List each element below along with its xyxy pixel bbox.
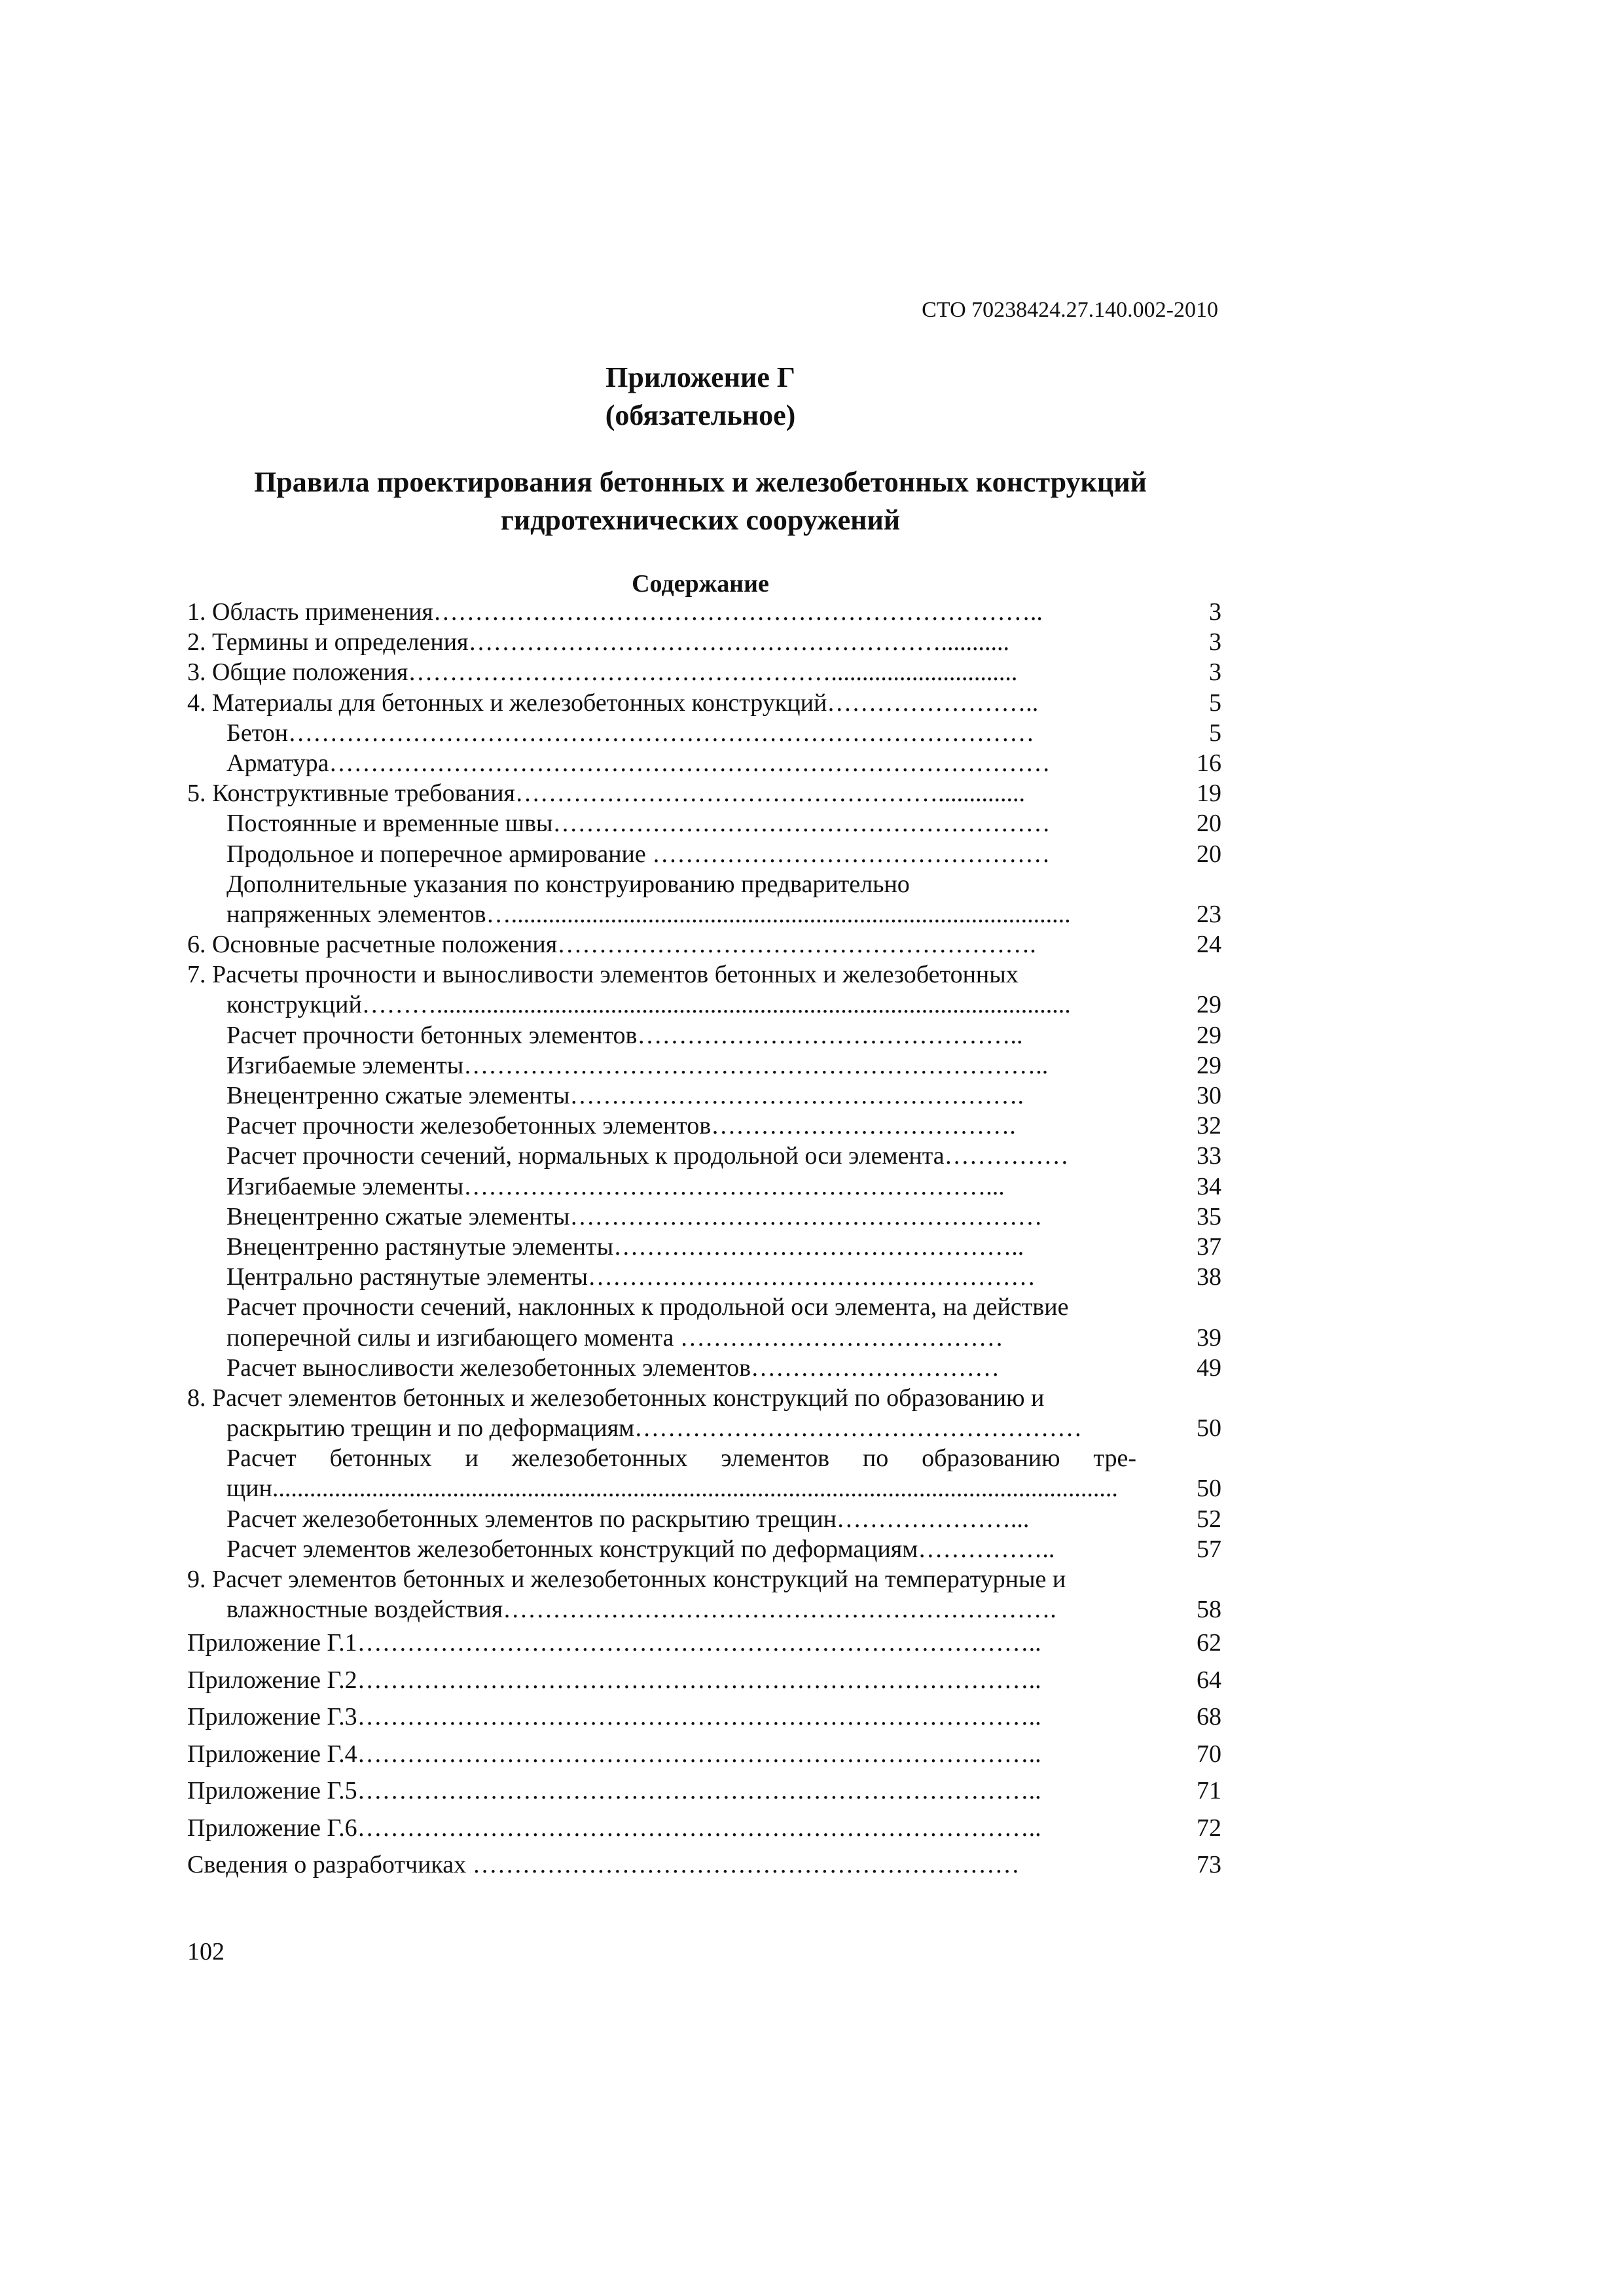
toc-entry-title: 5. Конструктивные требования……………………………………………..............: [187, 780, 1026, 808]
appendix-status: (обязательное): [605, 399, 796, 431]
toc-entry-page: 3: [1209, 658, 1221, 687]
toc-entry[interactable]: [187, 718, 1221, 748]
toc-entry-page: 58: [1197, 1596, 1221, 1624]
toc-entry[interactable]: [187, 778, 1221, 808]
toc-entry[interactable]: [187, 1413, 1221, 1443]
toc-entry-page: 29: [1197, 1051, 1221, 1079]
toc-entry[interactable]: [187, 1020, 1221, 1050]
toc-entry[interactable]: [187, 1232, 1221, 1262]
toc-entry-title: Изгибаемые элементы……………………………………………………………..: [226, 1051, 1049, 1079]
toc-entry-title: 8. Расчет элементов бетонных и железобетонных конструкций по образованию и: [187, 1384, 1045, 1412]
toc-entry-title: Бетон………………………………………………………………………………: [226, 719, 1035, 747]
toc-entry-title: Сведения о разработчиках …………………………………………………………: [187, 1851, 1020, 1879]
toc-entry[interactable]: [187, 1736, 1221, 1773]
toc-entry-page: 71: [1197, 1777, 1221, 1805]
toc-entry-title: Постоянные и временные швы……………………………………………………: [226, 810, 1051, 838]
toc-entry[interactable]: [187, 688, 1221, 718]
toc-entry-title: 9. Расчет элементов бетонных и железобетонных конструкций на температурные и: [187, 1566, 1066, 1593]
toc-entry-title: Расчет элементов железобетонных конструкций по деформациям……………..: [226, 1535, 1055, 1563]
toc-entry-title: Расчет прочности сечений, наклонных к продольной оси элемента, на действие: [226, 1293, 1069, 1321]
toc-entry[interactable]: [187, 1810, 1221, 1847]
toc-entry[interactable]: [187, 1594, 1221, 1624]
contents-title: Содержание: [632, 570, 769, 598]
toc-entry[interactable]: [187, 1323, 1221, 1353]
appendix-heading: [0, 359, 1401, 435]
toc-entry[interactable]: [187, 1473, 1221, 1503]
toc-entry[interactable]: [187, 1624, 1221, 1662]
rules-title-line-2: гидротехнических сооружений: [500, 504, 901, 536]
toc-entry-page: 16: [1197, 749, 1221, 777]
toc-entry-page: 3: [1209, 628, 1221, 656]
toc-entry-title: 4. Материалы для бетонных и железобетонных конструкций……………………..: [187, 689, 1039, 717]
toc-entry-page: 72: [1197, 1814, 1221, 1842]
toc-entry-title: Расчет прочности железобетонных элементов……………………………….: [226, 1112, 1016, 1140]
toc-entry-title: 3. Общие положения……………………………………………..............................: [187, 658, 1018, 687]
toc-entry-title: Внецентренно сжатые элементы…………………………………………………: [226, 1202, 1043, 1230]
toc-entry-page: 30: [1197, 1082, 1221, 1109]
toc-entry-page: 70: [1197, 1740, 1221, 1768]
toc-entry-page: 33: [1197, 1142, 1221, 1170]
toc-entry-page: 29: [1197, 1021, 1221, 1049]
rules-heading: [0, 463, 1401, 539]
toc-entry-page: 35: [1197, 1202, 1221, 1230]
rules-title-line-1: Правила проектирования бетонных и железобетонных конструкций: [254, 466, 1147, 498]
toc-entry-page: 62: [1197, 1629, 1221, 1657]
toc-entry[interactable]: [187, 869, 1221, 899]
toc-entry-page: 39: [1197, 1323, 1221, 1352]
toc-entry-title: Расчет бетонных и железобетонных элементов по образованию тре-: [226, 1444, 1136, 1473]
toc-entry-page: 24: [1197, 931, 1221, 959]
toc-entry-page: 37: [1197, 1232, 1221, 1261]
toc-entry[interactable]: [187, 1698, 1221, 1736]
toc-entry[interactable]: [187, 1353, 1221, 1383]
toc-entry-title: 7. Расчеты прочности и выносливости элементов бетонных и железобетонных: [187, 961, 1019, 989]
toc-entry[interactable]: [187, 1050, 1221, 1081]
toc-entry[interactable]: [187, 1504, 1221, 1534]
toc-entry-page: 38: [1197, 1263, 1221, 1291]
toc-entry[interactable]: [187, 1292, 1221, 1322]
document-code: СТО 70238424.27.140.002-2010: [922, 298, 1218, 322]
toc-entry[interactable]: [187, 1846, 1221, 1884]
toc-entry-page: 20: [1197, 810, 1221, 838]
toc-entry[interactable]: [187, 657, 1221, 687]
toc-entry-title: Расчет выносливости железобетонных элементов…………………………: [226, 1354, 1000, 1382]
toc-entry[interactable]: [187, 839, 1221, 869]
toc-entry-page: 57: [1197, 1535, 1221, 1563]
toc-entry-title: Приложение Г.3………………………………………………………………………..: [187, 1703, 1041, 1731]
toc-entry-page: 5: [1209, 719, 1221, 747]
toc-entry-title: 1. Область применения………………………………………………………………..: [187, 598, 1043, 626]
toc-entry[interactable]: [187, 1141, 1221, 1171]
toc-entry-title: раскрытию трещин и по деформациям………………………………………………: [226, 1414, 1083, 1443]
toc-entry-title: Расчет прочности бетонных элементов………………………………………..: [226, 1021, 1023, 1049]
toc-entry-page: 64: [1197, 1666, 1221, 1694]
toc-entry-title: влажностные воздействия………………………………………………………….: [226, 1596, 1056, 1624]
toc-entry[interactable]: [187, 1111, 1221, 1141]
toc-entry-page: 23: [1197, 900, 1221, 928]
toc-entry[interactable]: [187, 1383, 1221, 1413]
table-of-contents: [187, 597, 1221, 1884]
toc-entry-page: 52: [1197, 1505, 1221, 1533]
toc-entry[interactable]: [187, 748, 1221, 778]
page-number: 102: [187, 1938, 225, 1965]
toc-entry-title: 2. Термины и определения…………………………………………………...........: [187, 628, 1010, 656]
toc-entry-title: 6. Основные расчетные положения………………………………………………….: [187, 931, 1036, 959]
toc-entry-title: Приложение Г.4………………………………………………………………………..: [187, 1740, 1041, 1768]
toc-entry-page: 29: [1197, 991, 1221, 1019]
appendix-title: Приложение Г: [605, 361, 795, 393]
toc-entry[interactable]: [187, 1662, 1221, 1699]
toc-entry[interactable]: [187, 1772, 1221, 1810]
toc-entry[interactable]: [187, 1443, 1221, 1473]
toc-entry-page: 50: [1197, 1475, 1221, 1503]
toc-entry[interactable]: [187, 1202, 1221, 1232]
toc-entry-title: Внецентренно сжатые элементы……………………………………………….: [226, 1082, 1024, 1109]
toc-entry-page: 34: [1197, 1172, 1221, 1200]
toc-entry[interactable]: [187, 1172, 1221, 1202]
toc-entry[interactable]: [187, 627, 1221, 657]
toc-entry[interactable]: [187, 899, 1221, 929]
toc-entry-page: 19: [1197, 780, 1221, 808]
toc-entry-page: 3: [1209, 598, 1221, 626]
toc-entry-title: Расчет прочности сечений, нормальных к продольной оси элемента……………: [226, 1142, 1069, 1170]
toc-entry[interactable]: [187, 808, 1221, 838]
toc-entry-page: 20: [1197, 840, 1221, 868]
toc-entry-title: Центрально растянутые элементы………………………………………………: [226, 1263, 1036, 1291]
toc-entry-title: напряженных элементов…..........................................................................................: [226, 900, 1071, 928]
toc-entry[interactable]: [187, 1081, 1221, 1111]
toc-entry-page: 68: [1197, 1703, 1221, 1731]
toc-entry-title: Приложение Г.5………………………………………………………………………..: [187, 1777, 1041, 1805]
toc-entry-page: 49: [1197, 1354, 1221, 1382]
toc-entry-title: Приложение Г.2………………………………………………………………………..: [187, 1666, 1041, 1694]
toc-entry-title: Продольное и поперечное армирование …………………………………………: [226, 840, 1051, 868]
toc-entry-title: поперечной силы и изгибающего момента …………………………………: [226, 1323, 1003, 1352]
toc-entry-title: щин........................................................................................................................................: [226, 1475, 1118, 1503]
toc-entry[interactable]: [187, 1564, 1221, 1594]
toc-entry[interactable]: [187, 597, 1221, 627]
toc-entry-page: 73: [1197, 1851, 1221, 1879]
toc-entry[interactable]: [187, 990, 1221, 1020]
toc-entry[interactable]: [187, 1534, 1221, 1564]
toc-entry-title: Арматура……………………………………………………………………………: [226, 749, 1051, 777]
toc-entry-title: Приложение Г.6………………………………………………………………………..: [187, 1814, 1041, 1842]
toc-entry-page: 50: [1197, 1414, 1221, 1443]
toc-entry-page: 32: [1197, 1112, 1221, 1140]
toc-entry[interactable]: [187, 960, 1221, 990]
toc-entry-title: Дополнительные указания по конструированию предварительно: [226, 870, 910, 898]
toc-entry-title: Изгибаемые элементы………………………………………………………...: [226, 1172, 1005, 1200]
toc-entry-title: конструкций………......................................................................................................: [226, 991, 1071, 1019]
toc-entry-page: 5: [1209, 689, 1221, 717]
toc-entry[interactable]: [187, 929, 1221, 960]
toc-entry-title: Расчет железобетонных элементов по раскрытию трещин…………………...: [226, 1505, 1030, 1533]
toc-entry-title: Приложение Г.1………………………………………………………………………..: [187, 1629, 1041, 1657]
toc-entry-title: Внецентренно растянутые элементы…………………………………………..: [226, 1232, 1024, 1261]
toc-entry[interactable]: [187, 1262, 1221, 1292]
